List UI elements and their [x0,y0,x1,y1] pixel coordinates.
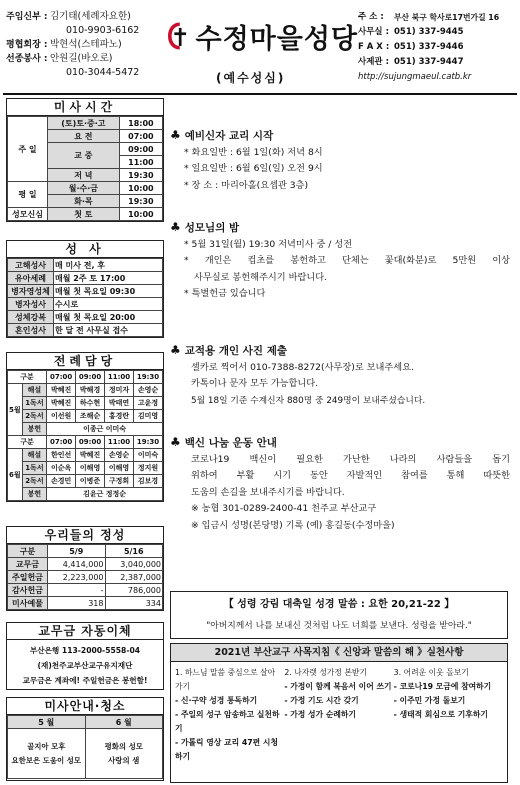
offering-amount: 3,040,000 [105,558,163,571]
liturgy-organ: 이종근 이미숙 [47,423,163,436]
transfer-note: 교무금은 계좌에! 주일헌금은 봉헌함! [22,676,148,685]
sacrament-name: 병자성사 [8,298,54,311]
verse-box [170,591,508,639]
table-row [8,462,163,475]
liturgy-person: 박혜진 [47,384,76,397]
contact-key: 사무실 : [358,27,389,37]
liturgy-role: 봉헌 [22,488,47,501]
mass-times-table [7,116,163,221]
pastoral-item: - 이주민 가정 돌보기 [393,696,466,705]
cleaning-group: 평화의 성모 사랑의 샘 [85,729,163,779]
transfer-box [6,622,164,690]
liturgy-person: 정미자 [105,384,134,397]
pastoral-heading: 1. 하느님 말씀 중심으로 살아가기 [175,668,276,691]
pastoral-item: - 가톨릭 영상 교리 47편 시청하기 [175,738,278,761]
liturgy-person: 정지원 [134,462,163,475]
mass-time: 10:00 [119,182,162,195]
offering-title: 우리들의 정성 [7,527,163,544]
offering-kind: 주일헌금 [8,571,48,584]
liturgy-person: 손영순 [105,449,134,462]
notice-title: 백신 나눔 운동 안내 [184,437,277,449]
mass-group: 주 일 [8,117,48,182]
offering-amount: 4,414,000 [48,558,106,571]
transfer-account: 부산은행 113-2000-5558-04 [29,646,141,655]
table-row [8,208,163,221]
transfer-title: 교무금 자동이체 [7,623,163,640]
liturgy-head: 09:00 [76,436,105,449]
mass-time: 19:30 [119,195,162,208]
mass-time: 11:00 [119,156,162,169]
liturgy-head: 구분 [8,436,47,449]
liturgy-role: 1독서 [22,397,47,410]
table-row [8,449,163,462]
table-row [8,475,163,488]
contact-key: 주 소 : [358,12,384,22]
notice-title: 성모님의 밤 [184,222,240,234]
notice-title: 교적용 개인 사진 제출 [184,345,288,357]
pastoral-title: 2021년 부산교구 사목지침《 신앙과 말씀의 해 》실천사항 [171,644,507,662]
table-row [8,371,163,384]
notice-heading [170,342,510,360]
liturgy-person: 조해순 [76,410,105,423]
transfer-holder: (재)천주교부산교구유지재단 [37,661,133,670]
notice-line: * 5월 31일(월) 19:30 저녁미사 중 / 성전 [184,238,353,250]
table-row [8,311,163,324]
sacrament-title: 성 사 [7,241,163,258]
parish-title: 수정마을성당 [195,23,358,55]
notice-line: * 화요일반 : 6월 1일(화) 저녁 8시 [184,146,323,158]
liturgy-person: 이병준 [76,475,105,488]
table-row [8,584,163,597]
liturgy-head: 07:00 [47,436,76,449]
notice-line: ※ 농협 301-0289-2400-41 천주교 부산교구 [191,503,377,514]
table-row [8,410,163,423]
sacrament-name: 성체강복 [8,311,54,324]
notice-mary-night [170,219,510,303]
liturgy-person: 손경민 [47,475,76,488]
liturgy-head: 11:00 [105,371,134,384]
mass-slot: 요 전 [48,130,120,143]
pastoral-item: - 코로나19 모금에 참여하기 [393,682,492,691]
liturgy-person: 하수현 [76,397,105,410]
cleaning-title: 미사안내·청소 [7,698,163,715]
table-row [8,182,163,195]
offering-table [7,544,163,610]
notice-heading [170,127,510,145]
staff-key: 평협회장 : [6,40,48,50]
notice-title: 예비신자 교리 시작 [184,130,274,142]
liturgy-person: 이해영 [76,462,105,475]
sacrament-box [6,240,164,338]
header-staff-info [6,10,166,80]
offering-head: 구분 [8,545,48,558]
mass-time: 18:00 [119,117,162,130]
liturgy-title: 전례담당 [7,353,163,370]
mass-group: 성모신심 [8,208,48,221]
parish-subtitle: (예수성심) [216,71,286,85]
mass-time: 07:00 [119,130,162,143]
header-divider [3,93,517,95]
table-row [8,285,163,298]
pastoral-item: - 신·구약 성경 통독하기 [175,696,258,705]
liturgy-week: 5월 [8,384,23,436]
notice-line: 셀카로 찍어서 010-7388-8272(사무장)로 보내주세요. [191,361,414,373]
contact-row [358,10,518,25]
staff-key: 주임신부 : [6,12,48,22]
club-bullet-icon: ♣ [170,343,181,357]
pastoral-item: - 생태적 회심으로 기후하기 [393,710,488,719]
staff-key: 선종봉사 : [6,54,48,64]
cleaning-table [7,715,163,779]
liturgy-person: 박해경 [76,384,105,397]
contact-value: 051) 337-9446 [394,42,464,52]
notice-line: 도움의 손길을 보내주시기를 바랍니다. [191,486,345,498]
club-bullet-icon: ♣ [170,128,181,142]
mass-slot: 월·수·금 [48,182,120,195]
liturgy-role: 해설 [22,384,47,397]
notice-line: * 일요일반 : 6월 6일(일) 오전 9시 [184,163,323,174]
staff-row [6,66,166,80]
notice-heading [170,434,510,452]
table-row [8,558,163,571]
sacrament-detail: 매 미사 전, 후 [54,259,163,272]
staff-phone: 010-3044-5472 [66,67,140,78]
offering-head: 5/9 [48,545,106,558]
notice-line: ※ 입금시 성명(본당명) 기록 (예) 홍길동(수정마을) [191,519,395,531]
table-row [8,488,163,501]
pastoral-heading: 2. 나자렛 성가정 본받기 [284,668,367,677]
table-row [8,436,163,449]
sacrament-name: 혼인성사 [8,324,54,337]
notice-line: 위하여 부활 시기 동안 자발적인 참여를 통해 따뜻한 [191,470,510,481]
table-row [8,384,163,397]
liturgy-head: 19:30 [134,371,163,384]
pastoral-item: - 주일의 성구 암송하고 실천하기 [175,710,280,733]
table-row [8,324,163,337]
mass-times-title: 미사시간 [7,99,163,116]
staff-row [6,10,166,24]
table-row [8,716,163,729]
table-row [8,259,163,272]
pastoral-columns [171,662,507,768]
pastoral-heading: 3. 어려운 이웃 돌보기 [393,668,469,677]
liturgy-box [6,352,164,502]
liturgy-role: 1독서 [22,462,47,475]
liturgy-organ: 김윤근 정정순 [47,488,163,501]
notice-photo [170,342,510,409]
pastoral-item: - 가정이 함께 복음서 이어 쓰기 [284,682,392,691]
liturgy-person: 박혜진 [76,449,105,462]
table-row [8,397,163,410]
contact-key: F A X : [358,42,390,52]
sacrament-detail: 매월 첫 목요일 09:30 [54,285,163,298]
verse-title: 【 성령 강림 대축일 성경 말씀 : 요한 20,21-22 】 [223,599,455,610]
offering-kind: 감사헌금 [8,584,48,597]
liturgy-table [7,370,163,501]
mass-slot: 저 녁 [48,169,120,182]
staff-value: 김기태(세례자요한) [50,11,131,22]
liturgy-person: 김미영 [134,410,163,423]
liturgy-role: 해설 [22,449,47,462]
table-row [8,272,163,285]
notice-line: 코로나19 백신이 필요한 가난한 나라의 사람들을 돕기 [191,453,510,465]
pastoral-guideline-box [170,643,508,783]
offering-amount: 2,387,000 [105,571,163,584]
sacrament-detail: 매월 2주 토 17:00 [54,272,163,285]
contact-value: 051) 337-9447 [394,57,464,67]
liturgy-person: 이선원 [47,410,76,423]
liturgy-person: 구정희 [105,475,134,488]
mass-slot: 첫 토 [48,208,120,221]
offering-amount: 334 [105,597,163,610]
liturgy-head: 07:00 [47,371,76,384]
contact-key: 사제관 : [358,57,389,67]
staff-value: 안원길(바오로) [50,53,113,64]
table-row [8,423,163,436]
cleaning-head: 5 월 [8,716,86,729]
sacrament-name: 병자영성체 [8,285,54,298]
liturgy-role: 2독서 [22,410,47,423]
sacrament-detail: 한 달 전 사무실 접수 [54,324,163,337]
pastoral-item: - 가정 성가 순례하기 [284,710,356,719]
staff-row [6,24,166,38]
mass-slot: 화·목 [48,195,120,208]
table-row [8,729,163,779]
notice-line: * 개인은 컵초를 봉헌하고 단체는 꽃대(화분)로 5만원 이상 [184,255,510,266]
table-row [8,571,163,584]
sacrament-name: 고해성사 [8,259,54,272]
liturgy-person: 김보경 [134,475,163,488]
notice-line: 카톡이나 문자 모두 가능합니다. [191,378,319,389]
sacrament-detail: 수시로 [54,298,163,311]
notice-catechism [170,127,510,194]
offering-amount: 786,000 [105,584,163,597]
liturgy-role: 봉헌 [22,423,47,436]
table-row [8,298,163,311]
club-bullet-icon: ♣ [170,220,181,234]
mass-group: 평 일 [8,182,48,208]
liturgy-head: 19:30 [134,436,163,449]
mass-slot: 교 중 [48,143,120,169]
cleaning-head: 6 월 [85,716,163,729]
parish-logo [168,16,358,56]
contact-value: 051) 337-9445 [394,27,464,37]
contact-row [358,55,518,70]
sacrament-name: 유아세례 [8,272,54,285]
sacrament-detail: 매월 첫 목요일 20:00 [54,311,163,324]
notice-line: 사무실로 봉헌해주시기 바랍니다. [194,271,328,283]
liturgy-person: 박혜진 [47,397,76,410]
club-bullet-icon: ♣ [170,435,181,449]
notice-line: 5월 18일 기준 수계신자 880명 중 249명이 보내주셨습니다. [191,395,426,406]
liturgy-role: 2독서 [22,475,47,488]
table-row [8,117,163,130]
liturgy-person: 이미숙 [134,449,163,462]
staff-row [6,52,166,66]
liturgy-head: 09:00 [76,371,105,384]
cleaning-box [6,697,164,781]
table-row [8,545,163,558]
cleaning-group: 골지아 모후 요한보은 도움이 성모 [8,729,86,779]
staff-phone: 010-9903-6162 [66,25,140,36]
offering-kind: 교무금 [8,558,48,571]
parish-url[interactable]: http://sujungmaeul.catb.kr [358,72,472,82]
liturgy-head: 11:00 [105,436,134,449]
offering-amount: - [48,584,106,597]
liturgy-person: 한인선 [47,449,76,462]
liturgy-person: 홍경란 [105,410,134,423]
offering-head: 5/16 [105,545,163,558]
offering-amount: 318 [48,597,106,610]
pastoral-column [394,666,503,764]
notice-line: * 특별헌금 있습니다 [184,288,266,299]
pastoral-column [284,666,393,764]
staff-value: 박현석(스테파노) [50,39,122,50]
pastoral-column [175,666,284,764]
contact-value: 부산 북구 학사로17번가길 16 [394,13,500,22]
mass-time: 09:00 [119,143,162,156]
liturgy-person: 이해영 [105,462,134,475]
offering-kind: 미사예물 [8,597,48,610]
mass-time: 19:30 [119,169,162,182]
verse-text: "아버지께서 나를 보내신 것처럼 나도 너희를 보낸다. 성령을 받아라." [206,621,472,631]
liturgy-head: 구분 [8,371,47,384]
sacrament-table [7,258,163,337]
table-row [8,597,163,610]
liturgy-person: 손영순 [134,384,163,397]
church-logo-icon [168,21,192,51]
contact-row [358,25,518,40]
header-contact-info [358,10,518,85]
contact-row [358,40,518,55]
pastoral-item: - 가정 기도 시간 갖기 [284,696,359,705]
liturgy-person: 고윤정 [134,397,163,410]
liturgy-week: 6월 [8,449,23,501]
offering-amount: 2,223,000 [48,571,106,584]
notice-line: * 장 소 : 마리아홀(요셉관 3층) [184,179,309,191]
liturgy-person: 이순옥 [47,462,76,475]
mass-time: 10:00 [119,208,162,221]
offering-box [6,526,164,611]
mass-times-box [6,98,164,222]
notice-vaccine [170,434,510,534]
mass-slot: (토)토·중·고 [48,117,120,130]
notice-heading [170,219,510,237]
liturgy-person: 박태연 [105,397,134,410]
staff-row [6,38,166,52]
